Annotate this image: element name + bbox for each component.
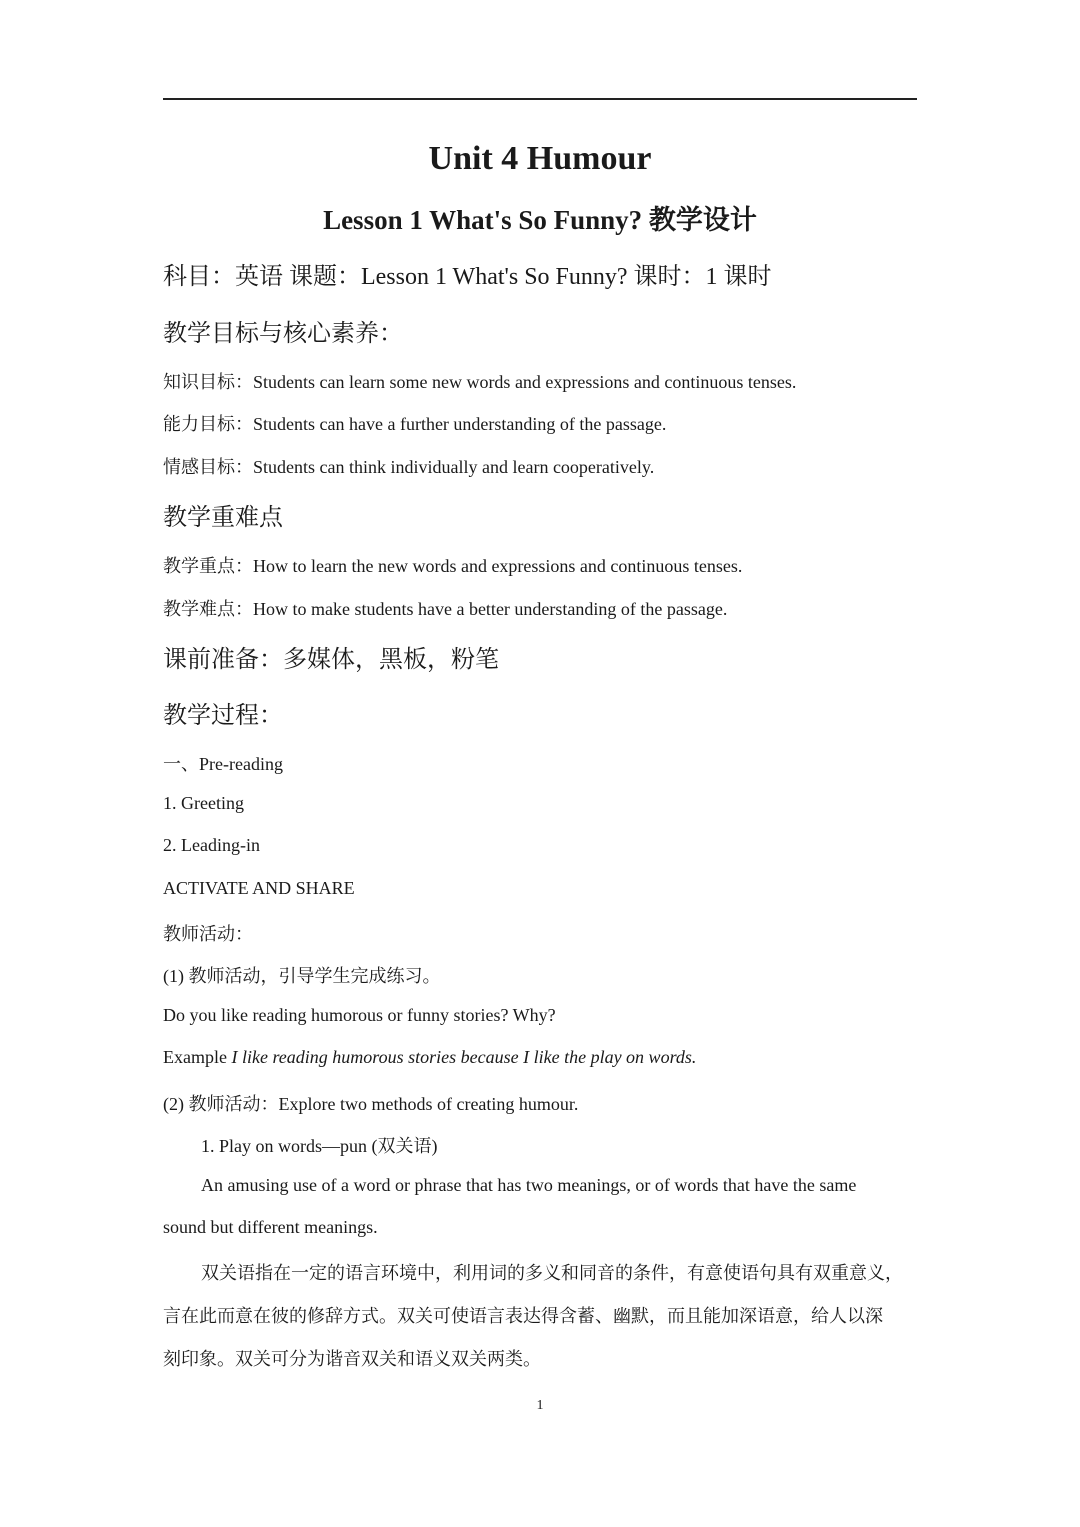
step-leading-in: 2. Leading-in: [163, 835, 260, 855]
pun-chinese-line-3: 刻印象。双关可分为谐音双关和语义双关两类。: [163, 1349, 541, 1369]
step-greeting: 1. Greeting: [163, 793, 244, 813]
activity-step-2: (2) 教师活动：Explore two methods of creating humour.: [163, 1094, 579, 1114]
difficult-point: 教学难点：How to make students have a better understanding of the passage.: [163, 599, 728, 619]
pre-reading-label: 一、Pre-reading: [163, 754, 283, 774]
header-rule: [163, 98, 917, 100]
key-points-heading: 教学重难点: [163, 505, 283, 531]
pun-chinese-line-2: 言在此而意在彼的修辞方式。双关可使语言表达得含蓄、幽默，而且能加深语意，给人以深: [163, 1306, 883, 1326]
pun-chinese-line-1: 双关语指在一定的语言环境中，利用词的多义和同音的条件，有意使语句具有双重意义，: [201, 1263, 903, 1283]
discussion-question: Do you like reading humorous or funny stories? Why?: [163, 1005, 556, 1025]
pun-definition-line-2: sound but different meanings.: [163, 1217, 378, 1237]
page-number: 1: [536, 1398, 544, 1413]
teacher-activity-label: 教师活动：: [163, 924, 253, 944]
activate-share-label: ACTIVATE AND SHARE: [163, 878, 355, 898]
objective-knowledge: 知识目标：Students can learn some new words and expressions and continuous tenses.: [163, 372, 797, 392]
objective-emotion: 情感目标：Students can think individually and learn cooperatively.: [163, 457, 655, 477]
activity-step-1: (1) 教师活动，引导学生完成练习。: [163, 966, 441, 986]
pun-definition-line-1: An amusing use of a word or phrase that has two meanings, or of words that have the same: [201, 1175, 857, 1195]
process-heading: 教学过程：: [163, 703, 283, 729]
info-line: 科目：英语 课题：Lesson 1 What's So Funny? 课时：1 课时: [163, 264, 772, 290]
document-title: Unit 4 Humour: [428, 140, 652, 177]
example-text: I like reading humorous stories because I like the play on words.: [231, 1047, 697, 1067]
pun-title: 1. Play on words—pun (双关语): [201, 1136, 438, 1156]
objective-ability: 能力目标：Students can have a further understanding of the passage.: [163, 414, 667, 434]
example-line: [163, 1047, 696, 1068]
document-subtitle: Lesson 1 What's So Funny? 教学设计: [323, 205, 757, 235]
example-label: Example: [163, 1047, 232, 1067]
key-point: 教学重点：How to learn the new words and expressions and continuous tenses.: [163, 556, 743, 576]
objectives-heading: 教学目标与核心素养：: [163, 321, 403, 347]
preparation-line: 课前准备：多媒体，黑板，粉笔: [163, 647, 499, 673]
